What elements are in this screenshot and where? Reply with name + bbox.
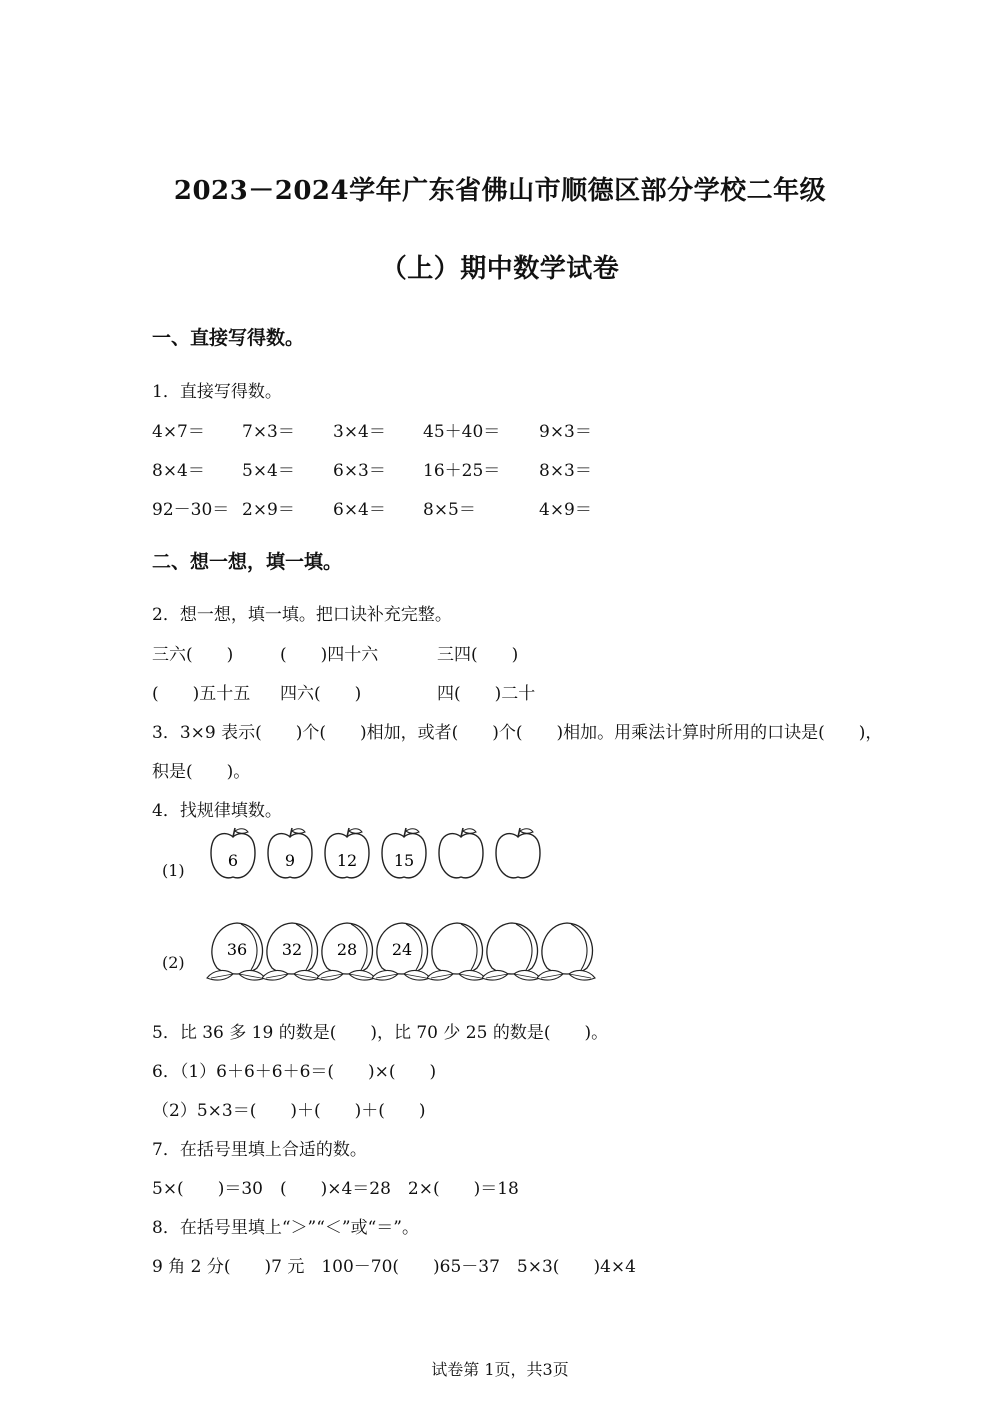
apple-icon: [439, 828, 483, 878]
apple-sequence: [200, 825, 560, 887]
question-6-line2: （2）5×3＝( )＋( )＋( ): [152, 1101, 426, 1121]
apple-row-label: (1): [162, 861, 185, 880]
calc-item: 92－30＝: [152, 500, 230, 520]
calc-item: 16＋25＝: [423, 461, 501, 481]
question-8-prompt: 8．在括号里填上“＞”“＜”或“＝”。: [152, 1218, 419, 1238]
calc-item: 4×7＝: [152, 422, 205, 442]
section-heading-1: 一、直接写得数。: [152, 327, 305, 349]
calc-item: 5×4＝: [242, 461, 295, 481]
apple-value: 6: [227, 851, 239, 870]
question-4-prompt: 4．找规律填数。: [152, 801, 282, 821]
question-3-line1: 3．3×9 表示( )个( )相加，或者( )个( )相加。用乘法计算时所用的口诀是( )，: [152, 723, 883, 743]
peach-row-label: (2): [162, 953, 185, 972]
peach-value: 32: [281, 940, 303, 959]
peach-value: 36: [226, 940, 248, 959]
verse-item: 三四( ): [437, 645, 519, 665]
page-title-line1: 2023－2024学年广东省佛山市顺德区部分学校二年级: [173, 176, 827, 206]
verse-item: 四六( ): [280, 684, 362, 704]
peach-sequence: [200, 918, 610, 990]
peach-value: 24: [391, 940, 413, 959]
calc-item: 6×3＝: [333, 461, 386, 481]
question-8-line: 9 角 2 分( )7 元 100－70( )65－37 5×3( )4×4: [152, 1257, 636, 1277]
calc-item: 45＋40＝: [423, 422, 501, 442]
page-title-line2: （上）期中数学试卷: [380, 254, 620, 284]
calc-item: 7×3＝: [242, 422, 295, 442]
section-heading-2: 二、想一想，填一填。: [152, 551, 343, 573]
question-7-line: 5×( )＝30 ( )×4＝28 2×( )＝18: [152, 1179, 519, 1199]
apple-icon: [496, 828, 540, 878]
peach-icon: [537, 923, 595, 980]
verse-item: 三六( ): [152, 645, 234, 665]
question-7-prompt: 7．在括号里填上合适的数。: [152, 1140, 367, 1160]
apple-value: 15: [393, 851, 415, 870]
peach-value: 28: [336, 940, 358, 959]
question-2-prompt: 2．想一想，填一填。把口诀补充完整。: [152, 605, 452, 625]
verse-item: ( )四十六: [280, 645, 379, 665]
apple-value: 9: [284, 851, 296, 870]
calc-item: 6×4＝: [333, 500, 386, 520]
page-footer: 试卷第 1页，共3页: [431, 1360, 569, 1379]
question-5: 5．比 36 多 19 的数是( )，比 70 少 25 的数是( )。: [152, 1023, 609, 1043]
question-1-prompt: 1．直接写得数。: [152, 382, 282, 402]
calc-item: 8×5＝: [423, 500, 476, 520]
verse-item: 四( )二十: [437, 684, 536, 704]
question-6-line1: 6．（1）6＋6＋6＋6＝( )×( ): [152, 1062, 437, 1082]
calc-item: 3×4＝: [333, 422, 386, 442]
peach-icon: [482, 923, 540, 980]
peach-icon: [427, 923, 485, 980]
calc-item: 4×9＝: [539, 500, 592, 520]
calc-item: 8×4＝: [152, 461, 205, 481]
question-3-line2: 积是( )。: [152, 762, 251, 782]
calc-item: 9×3＝: [539, 422, 592, 442]
calc-item: 8×3＝: [539, 461, 592, 481]
apple-value: 12: [336, 851, 358, 870]
calc-item: 2×9＝: [242, 500, 295, 520]
verse-item: ( )五十五: [152, 684, 251, 704]
